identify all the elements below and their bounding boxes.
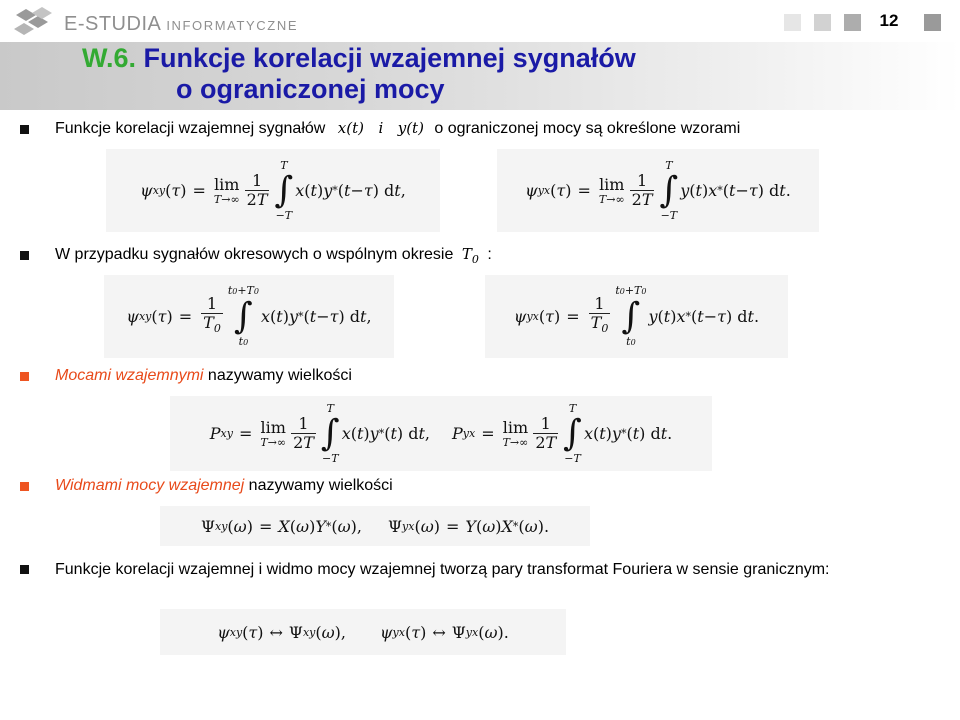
bullet-2-text: W przypadku sygnałów okresowych o wspólnym okresie $T_0$ : — [55, 245, 492, 266]
bullet-marker — [20, 372, 29, 381]
nav-square-2 — [814, 14, 831, 31]
nav-square-1 — [784, 14, 801, 31]
bullet-marker — [20, 565, 29, 574]
title-line-2: o ograniczonej mocy — [176, 74, 445, 104]
title-number: W.6. — [82, 43, 137, 73]
formula-cross-power: P xy = lim T→∞ $\frac{1}{2T}$ T ∫ −T x ( t ) y * ( t ) d t , P yx = lim T→∞ $\frac{1}{2T}$ T ∫ −T x ( t ) y * ( t ) d t . — [170, 396, 712, 471]
formula-fourier-pairs: ψ xy ( τ ) ↔ Ψ xy ( ω ), ψ yx ( τ ) ↔ Ψ yx ( ω ). — [160, 609, 566, 655]
bullet-marker — [20, 125, 29, 134]
formula-psi-xy-limit: ψ xy ( τ ) = lim T→∞ $\frac{1}{2T}$ T ∫ −T x ( t ) y * ( t − τ ) d t , — [106, 149, 440, 232]
bullet-3-text: Mocami wzajemnymi nazywamy wielkości — [55, 367, 352, 384]
formula-psi-xy-periodic: ψ xy ( τ ) = $\frac{1}{T_0}$ t0+T0 ∫ t0 x ( t ) y * ( t − τ ) d t , — [104, 275, 394, 358]
title-line-1: Funkcje korelacji wzajemnej sygnałów — [143, 43, 636, 73]
bullet-marker — [20, 251, 29, 260]
logo — [12, 6, 299, 38]
formula-cross-spectrum: Ψ xy ( ω ) = X ( ω ) Y * ( ω ), Ψ yx ( ω ) = Y ( ω ) X * ( ω ). — [160, 506, 590, 546]
bullet-4-text: Widmami mocy wzajemnej nazywamy wielkości — [55, 477, 393, 494]
formula-psi-yx-limit: ψ yx ( τ ) = lim T→∞ $\frac{1}{2T}$ T ∫ −T y ( t ) x * ( t − τ ) d t . — [497, 149, 819, 232]
page-title — [82, 43, 636, 105]
page-number: 12 — [879, 11, 899, 30]
bullet-marker — [20, 482, 29, 491]
logo-text: E-STUDIA INFORMATYCZNE — [64, 13, 299, 35]
bullet-5-text: Funkcje korelacji wzajemnej i widmo mocy wzajemnej tworzą pary transformat Fouriera w sensie granicznym: — [55, 561, 830, 578]
nav-square-3 — [844, 14, 861, 31]
bullet-1-text: Funkcje korelacji wzajemnej sygnałów x(t) i y(t) o ograniczonej mocy są określone wzorami — [55, 119, 741, 137]
nav-square-4 — [924, 14, 941, 31]
formula-psi-yx-periodic: ψ yx ( τ ) = $\frac{1}{T_0}$ t0+T0 ∫ t0 y ( t ) x * ( t − τ ) d t . — [485, 275, 788, 358]
logo-icon — [12, 6, 58, 38]
